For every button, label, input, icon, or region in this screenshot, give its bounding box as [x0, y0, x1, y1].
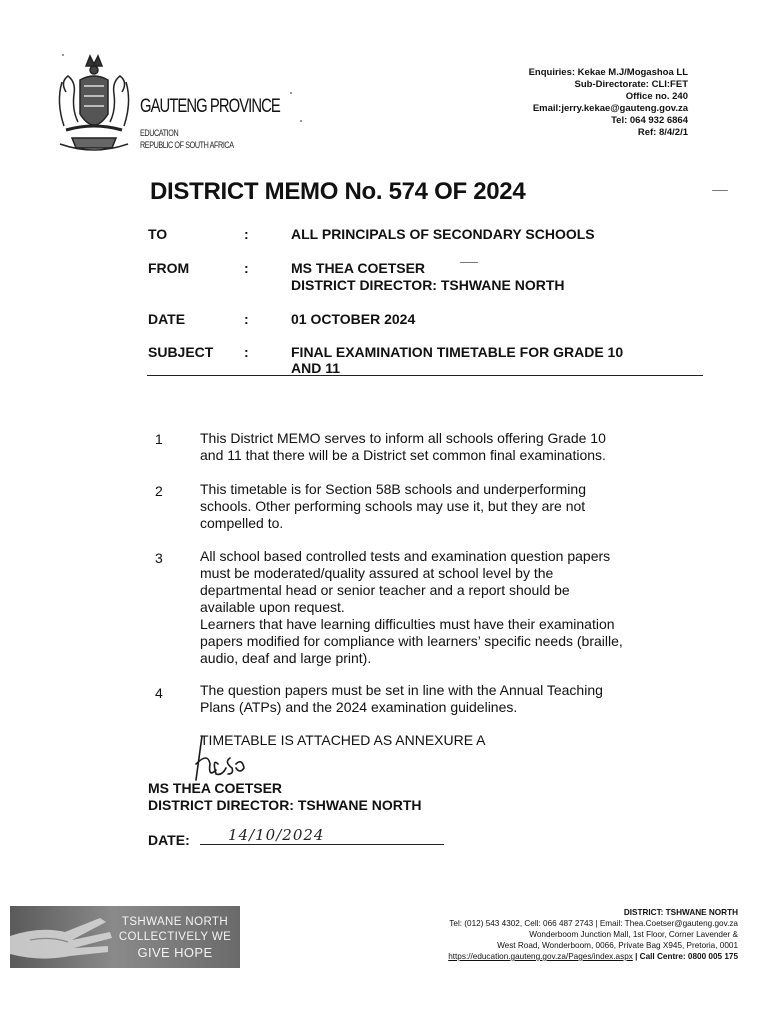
from-colon: :: [244, 260, 249, 276]
paragraph-number: 2: [155, 483, 163, 499]
banner-line: GIVE HOPE: [137, 945, 213, 960]
tel-line: Tel: 064 932 6864: [611, 115, 688, 126]
paragraph-line: All school based controlled tests and examination question papers: [200, 548, 611, 564]
from-title: DISTRICT DIRECTOR: TSHWANE NORTH: [291, 277, 565, 293]
scan-speck: [712, 190, 728, 191]
to-value: ALL PRINCIPALS OF SECONDARY SCHOOLS: [291, 226, 595, 242]
date-row: [148, 311, 708, 328]
paragraph-number: 3: [155, 550, 163, 566]
paragraph-line: available upon request.: [200, 599, 345, 615]
footer-address-2: West Road, Wonderboom, 0066, Private Bag X945, Pretoria, 0001: [497, 941, 738, 950]
date-label: DATE: [148, 311, 186, 327]
footer-contact: [448, 907, 738, 962]
footer-website-link[interactable]: https://education.gauteng.gov.za/Pages/index.aspx: [448, 952, 633, 961]
date-underline: [200, 844, 444, 845]
paragraph-line: must be moderated/quality assured at school level by the: [200, 565, 554, 581]
paragraph-line: departmental head or senior teacher and a report should be: [200, 582, 570, 598]
subject-line-1: FINAL EXAMINATION TIMETABLE FOR GRADE 10: [291, 344, 624, 360]
to-colon: :: [244, 226, 249, 242]
date-value: 01 OCTOBER 2024: [291, 311, 416, 327]
subject-colon: :: [244, 344, 249, 360]
subject-row: [148, 344, 708, 378]
footer-contact-line: Tel: (012) 543 4302, Cell: 066 487 2743 | Email: Thea.Coetser@gauteng.gov.za: [449, 919, 738, 928]
from-row: [148, 260, 708, 294]
paragraph-line: This District MEMO serves to inform all schools offering Grade 10: [200, 430, 606, 446]
banner-slogan: [110, 915, 240, 960]
department-name: EDUCATION: [140, 128, 179, 138]
paragraph-line: Plans (ATPs) and the 2024 examination guidelines.: [200, 699, 518, 715]
coat-of-arms-logo: [52, 52, 136, 156]
footer-call-centre: | Call Centre: 0800 005 175: [632, 952, 738, 961]
subject-line-2: AND 11: [291, 360, 341, 376]
sign-date-label: DATE:: [148, 832, 190, 848]
signatory-title: DISTRICT DIRECTOR: TSHWANE NORTH: [148, 797, 422, 813]
scan-speck: [290, 92, 292, 94]
scan-speck: [460, 262, 478, 263]
paragraph-2: [200, 481, 680, 532]
paragraph-3: [200, 548, 680, 667]
email-line: Email:jerry.kekae@gauteng.gov.za: [532, 103, 688, 114]
paragraph-line: schools. Other performing schools may use it, but they are not: [200, 498, 586, 514]
to-label: TO: [148, 226, 168, 242]
date-colon: :: [244, 311, 249, 327]
sub-directorate-line: Sub-Directorate: CLI:FET: [574, 79, 688, 90]
footer-address-1: Wonderboom Junction Mall, 1st Floor, Corner Lavender &: [529, 930, 738, 939]
from-name: MS THEA COETSER: [291, 260, 426, 276]
paragraph-line: This timetable is for Section 58B schools and underperforming: [200, 481, 586, 497]
paragraph-line: and 11 that there will be a District set common final examinations.: [200, 447, 606, 463]
province-name: GAUTENG PROVINCE: [140, 96, 280, 117]
ref-line: Ref: 8/4/2/1: [637, 127, 688, 138]
hands-logo: [10, 906, 120, 968]
footer-web-row: [448, 951, 738, 962]
paragraph-line: papers modified for compliance with learners’ specific needs (braille,: [200, 633, 623, 649]
signature-mark: [190, 734, 250, 784]
to-row: [148, 226, 708, 243]
paragraph-line: compelled to.: [200, 515, 284, 531]
paragraph-line: Learners that have learning difficulties must have their examination: [200, 616, 615, 632]
paragraph-number: 4: [155, 685, 163, 701]
paragraph-1: [200, 430, 680, 464]
signatory-name: MS THEA COETSER: [148, 780, 283, 796]
handwritten-date: 14/10/2024: [228, 826, 325, 844]
paragraph-4: [200, 682, 680, 716]
country-name: REPUBLIC OF SOUTH AFRICA: [140, 140, 234, 150]
subject-label: SUBJECT: [148, 344, 214, 360]
header-divider: [147, 375, 703, 376]
from-label: FROM: [148, 260, 190, 276]
scan-speck: [300, 120, 302, 122]
enquiries-block: [529, 67, 688, 139]
banner-line: COLLECTIVELY WE: [118, 931, 232, 943]
paragraph-line: audio, deaf and large print).: [200, 650, 372, 666]
banner-line: TSHWANE NORTH: [121, 916, 229, 928]
paragraph-line: The question papers must be set in line with the Annual Teaching: [200, 682, 603, 698]
office-line: Office no. 240: [625, 91, 688, 102]
annexure-note: TIMETABLE IS ATTACHED AS ANNEXURE A: [200, 732, 486, 748]
tshwane-north-banner: [10, 906, 240, 968]
paragraph-number: 1: [155, 431, 163, 447]
scan-speck: [62, 54, 64, 56]
memo-title: DISTRICT MEMO No. 574 OF 2024: [150, 178, 526, 205]
footer-district: DISTRICT: TSHWANE NORTH: [623, 908, 738, 917]
enquiries-line: Enquiries: Kekae M.J/Mogashoa LL: [528, 67, 688, 78]
